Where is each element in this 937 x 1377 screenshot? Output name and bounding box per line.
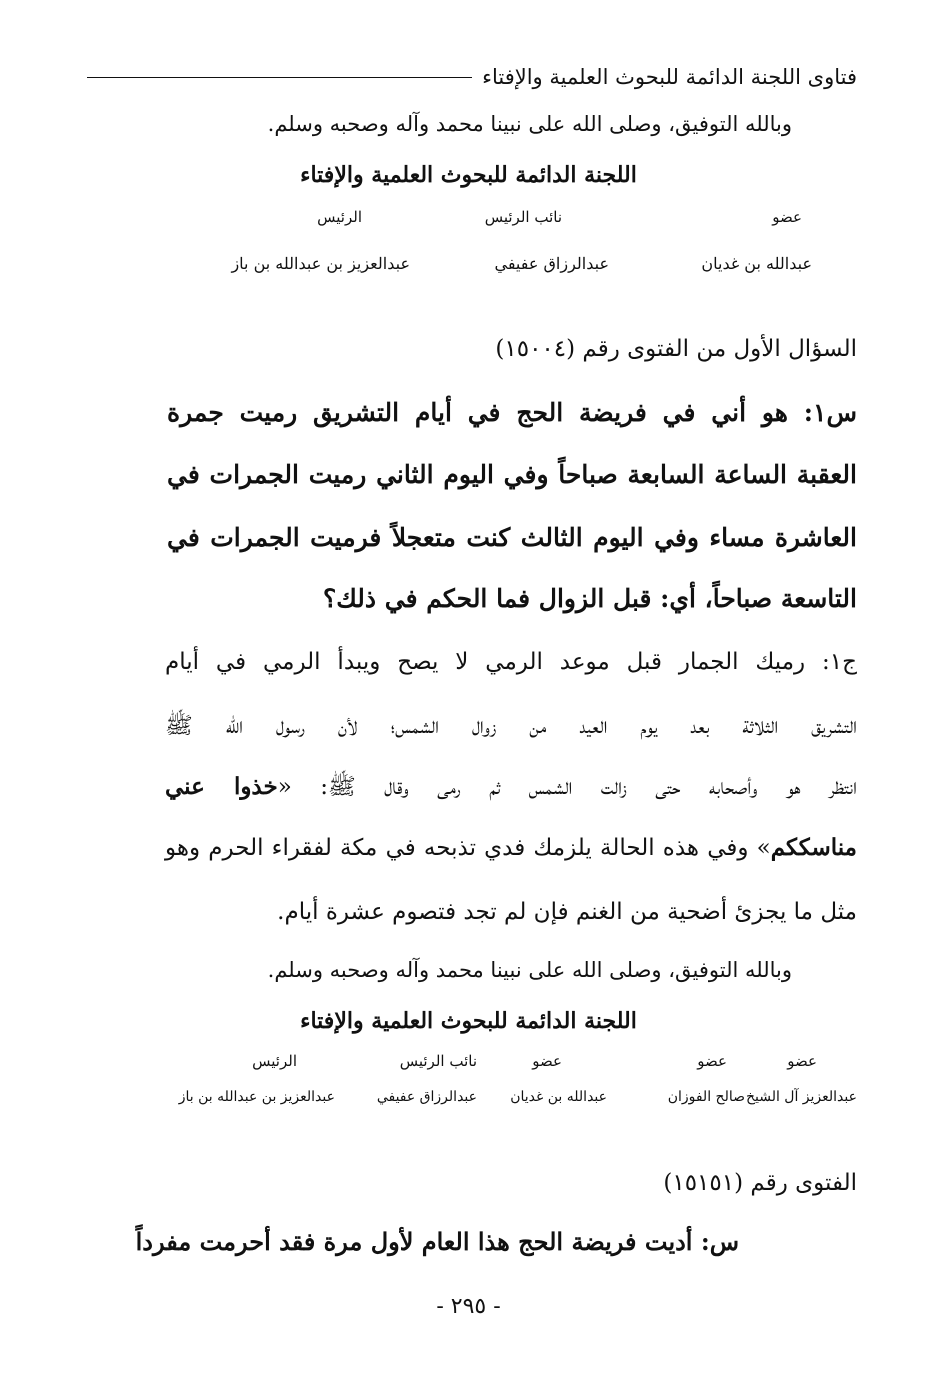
signatory-name: عبدالعزيز بن عبدالله بن باز [231, 254, 410, 273]
hadith-quote: خذوا عني [165, 773, 278, 800]
answer-line [165, 772, 857, 806]
signatory-name: عبدالله بن غديان [701, 254, 812, 273]
closing-formula: وبالله التوفيق، وصلى الله على نبينا محمد وآله وصحبه وسلم. [267, 112, 792, 136]
signatory-name: عبدالرزاق عفيفي [376, 1089, 477, 1105]
signatory-name: عبدالعزيز آل الشيخ [745, 1089, 857, 1105]
signatory-role: الرئيس [317, 208, 362, 226]
answer-line [165, 834, 857, 861]
signatory-name: عبدالرزاق عفيفي [494, 254, 609, 273]
header-rule [87, 77, 472, 78]
signatory-role: نائب الرئيس [484, 208, 562, 226]
question-line: س١: هو أني في فريضة الحج في أيام التشريق رميت جمرة [167, 398, 857, 427]
signatory-role: عضو [787, 1052, 817, 1070]
running-header-title: فتاوى اللجنة الدائمة للبحوث العلمية والإفتاء [482, 65, 857, 89]
signatory-role: نائب الرئيس [399, 1052, 477, 1070]
closing-formula: وبالله التوفيق، وصلى الله على نبينا محمد وآله وصحبه وسلم. [267, 958, 792, 982]
hadith-quote: مناسككم [770, 834, 857, 861]
fatwa-heading: الفتوى رقم (١٥١٥١) [663, 1170, 857, 1196]
answer-line: التشريق الثلاثة بعد يوم العيد من زوال الشمس؛ لأن رسول الله ﷺ [165, 713, 857, 739]
question-line: العاشرة مساء وفي اليوم الثالث كنت متعجلاً فرميت الجمرات في [167, 523, 858, 552]
answer-text: » وفي هذه الحالة يلزمك فدي تذبحه في مكة لفقراء الحرم وهو [165, 835, 771, 861]
signatory-name: عبدالله بن غديان [510, 1089, 607, 1105]
page-number: - ٢٩٥ - [436, 1294, 501, 1319]
signatory-role: عضو [772, 208, 802, 226]
question-line: س: أديت فريضة الحج هذا العام لأول مرة فقد أحرمت مفرداً [135, 1227, 739, 1256]
signatory-name: عبدالعزيز بن عبدالله بن باز [178, 1089, 335, 1105]
question-line: التاسعة صباحاً، أي: قبل الزوال فما الحكم في ذلك؟ [322, 584, 857, 613]
committee-name: اللجنة الدائمة للبحوث العلمية والإفتاء [300, 162, 637, 188]
running-header [87, 60, 857, 94]
answer-line: ج١: رميك الجمار قبل موعد الرمي لا يصح ويبدأ الرمي في أيام [165, 649, 857, 675]
answer-text: انتظر هو وأصحابه حتى زالت الشمس ثم رمى وقال ﷺ: « [277, 774, 857, 800]
signatory-role: عضو [697, 1052, 727, 1070]
fatwa-heading: السؤال الأول من الفتوى رقم (١٥٠٠٤) [495, 336, 857, 362]
answer-line: مثل ما يجزئ أضحية من الغنم فإن لم تجد فتصوم عشرة أيام. [277, 899, 857, 925]
signatory-role: عضو [532, 1052, 562, 1070]
committee-name: اللجنة الدائمة للبحوث العلمية والإفتاء [300, 1008, 637, 1034]
signatory-role: الرئيس [252, 1052, 297, 1070]
question-line: العقبة الساعة السابعة صباحاً وفي اليوم الثاني رميت الجمرات في [167, 460, 857, 489]
signatory-name: صالح الفوزان [667, 1089, 745, 1105]
